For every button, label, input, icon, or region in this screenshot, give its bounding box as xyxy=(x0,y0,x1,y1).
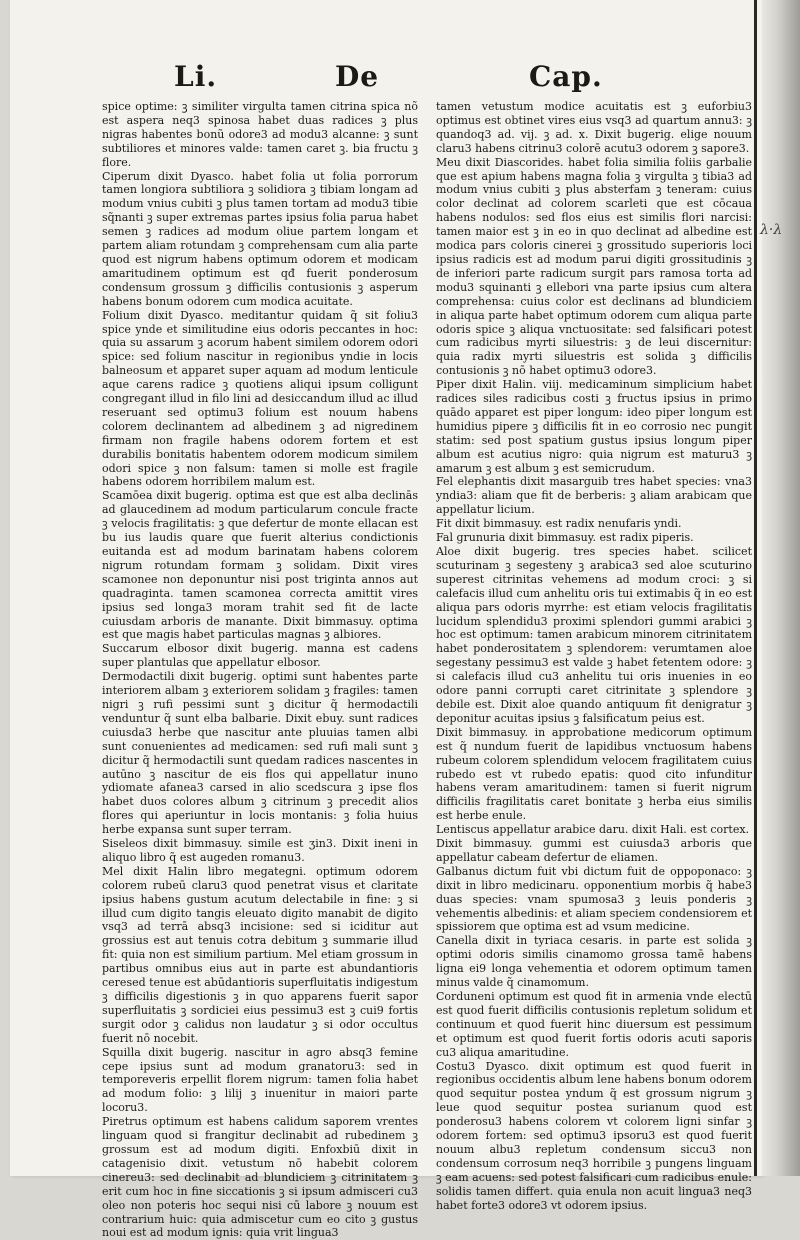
paragraph: Scamōea dixit bugerig. optima est que est alba declinās ad glaucedinem ad modum particularum concule fracte ꝫ velocis fragilitatis: ꝫ que defertur de monte ellacan est bu ius laudis quare que fuerit alterius condictionis euitanda est ad modum barinatam habens colorem nigrum rotundam formam ꝫ solidam. Dixit vires scamonee non deponuntur nisi post triginta annos aut quadraginta. tamen scamonea correcta amittit vires ipsius sed longa3 moram trahit sed fit de lacte cuiusdam arboris de manante. Dixit bimmasuy. optima est que magis habet particulas magnas ꝫ albiores. xyxy=(102,489,418,642)
paragraph: Meu dixit Diascorides. habet folia similia foliis garbalie que est apium habens magna folia ꝫ virgulta ꝫ tibia3 ad modum vnius cubiti ꝫ plus absterfam ꝫ teneram: cuius color declinat ad colorem scarleti que est cōcaua habens nodulos: sed flos eius est similis flori narcisi: tamen maior est ꝫ in eo in quo declinat ad albedine est modica pars coloris cinerei ꝫ grossitudo superioris loci ipsius radicis est ad modum parui digiti grossitudinis ꝫ de inferiori parte radicum surgit pars ramosa torta ad modu3 squinanti ꝫ ellebori vna parte ipsius cum altera comprehensa: cuius color est declinans ad blundiciem in aliqua parte habet optimum odorem cum aliqua parte odoris spice ꝫ aliqua vnctuositate: sed falsificari potest cum radicibus myrti siluestris: ꝫ de leui discernitur: quia radix myrti siluestris est solida ꝫ difficilis contusionis ꝫ nō habet optimu3 odore3. xyxy=(436,155,752,378)
header-middle: De xyxy=(335,60,380,93)
right-column xyxy=(436,100,752,1212)
paragraph: Siseleos dixit bimmasuy. simile est ʒin3. Dixit ineni in aliquo libro q̃ est augeden romanu3. xyxy=(102,837,418,864)
book-page xyxy=(10,0,762,1240)
paragraph: Dixit bimmasuy. in approbatione medicorum optimum est q̃ nundum fuerit de lapidibus vnctuosum habens rubeum colorem splendidum velocem fragilitatem cuius rubedo est vt rubedo epatis: quod cito infunditur habens veram amaritudinem: tamen si fuerit nigrum difficilis fragilitatis caret bonitate ꝫ herba eius similis est herbe enule. xyxy=(436,725,752,823)
paragraph: Lentiscus appellatur arabice daru. dixit Hali. est cortex. xyxy=(436,823,750,837)
paragraph: tamen vetustum modice acuitatis est ꝫ euforbiu3 optimus est obtinet vires eius vsq3 ad quartum annu3: ꝫ quandoq3 ad. vij. ꝫ ad. x. Dixit bugerig. elige nouum claru3 habens citrinu3 colorē acutu3 odorem ꝫ sapore3. xyxy=(436,100,752,155)
paragraph: Aloe dixit bugerig. tres species habet. scilicet scuturinam ꝫ segesteny ꝫ arabica3 sed aloe scuturino superest citrinitas vehemens ad modum croci: ꝫ si calefacis illud cum anhelitu oris tui extimabis q̃ in eo est aliqua pars odoris myrrhe: est etiam velocis fragilitatis lucidum splendidu3 proximi splendori gummi arabici ꝫ hoc est optimum: tamen arabicum minorem citrinitatem habet ponderositatem ꝫ splendorem: verumtamen aloe segestany pessimu3 est valde ꝫ habet fetentem odore: ꝫ si calefacis illud cu3 anhelitu tui oris inuenies in eo odore panni corrupti caret citrinitate ꝫ splendore ꝫ debile est. Dixit aloe quando antiquum fit denigratur ꝫ deponitur acuitas ipsius ꝫ falsificatum peius est. xyxy=(436,545,752,725)
paragraph: Ciperum dixit Dyasco. habet folia ut folia porrorum tamen longiora subtiliora ꝫ solidiora ꝫ tibiam longam ad modum vnius cubiti ꝫ plus tamen tortam ad modu3 tibie sq̃nanti ꝫ super extremas partes ipsius folia parua habet semen ꝫ radices ad modum oliue partem longam et partem aliam rotundam ꝫ comprehensam cum alia parte quod est nigrum habens optimum odorem et modicam amaritudinem optimum est qđ fuerit ponderosum condensum grossum ꝫ difficilis contusionis ꝫ asperum habens bonum odorem cum modica acuitate. xyxy=(102,169,418,308)
paragraph: Fel elephantis dixit masarguib tres habet species: vna3 yndia3: aliam que fit de berberis: ꝫ aliam arabicam que appellatur licium. xyxy=(436,475,752,517)
paragraph: Piper dixit Halin. viij. medicaminum simplicium habet radices siles radicibus costi ꝫ fructus ipsius in primo quādo apparet est piper longum: ideo piper longum est humidius pipere ꝫ difficilis fit in eo corrosio nec pungit statim: sed post spatium gustus ipsius longum piper album est acutius nigro: quia nigrum est maturu3 ꝫ amarum ꝫ est album ꝫ est semicrudum. xyxy=(436,378,752,475)
paragraph: Corduneni optimum est quod fit in armenia vnde electū est quod fuerit difficilis contusionis repletum solidum et continuum et quod fuerit hinc diuersum est pessimum et optimum est quod fuerit fortis odoris acuti saporis cu3 aliqua amaritudine. xyxy=(436,990,752,1059)
paragraph: Costu3 Dyasco. dixit optimum est quod fuerit in regionibus occidentis album lene habens bonum odorem quod sequitur postea yndum q̃ est grossum nigrum ꝫ leue quod sequitur postea surianum quod est ponderosu3 habens colorem vt colorem ligni sinfar ꝫ odorem fortem: sed optimu3 ipsoru3 est quod fuerit nouum albu3 repletum condensum siccu3 non condensum corrosum neq3 horribile ꝫ pungens linguam ꝫ eam acuens: sed potest falsificari cum radicibus enule: solidis tamen differt. quia enula non acuit lingua3 neq3 habet forte3 odore3 vt odorem ipsius. xyxy=(436,1059,752,1212)
header-left: Li. xyxy=(174,60,218,93)
margin-note: λ·λ xyxy=(760,222,783,238)
paragraph: Folium dixit Dyasco. meditantur quidam q̃ sit foliu3 spice ynde et similitudine eius odoris peccantes in hoc: quia su assarum ꝫ acorum habent similem odorem odori spice: sed folium nascitur in regionibus yndie in locis balneosum et apparet super aquam ad modum lenticule aque carens radice ꝫ quotiens aliqui ipsum colligunt congregant illud in filo lini ad desiccandum illud ac illud reseruant sed optimu3 folium est nouum habens colorem declinantem ad albedinem ꝫ ad nigredinem firmam non fragile habens odorem fortem et est durabilis bonitatis habentem odorem modicum similem odori spice ꝫ non falsum: tamen si molle est fragile habens odorem horribilem malum est. xyxy=(102,308,418,489)
paragraph: Canella dixit in tyriaca cesaris. in parte est solida ꝫ optimi odoris similis cinamomo grossa tamē habens ligna ei9 longa vehementia et odorem optimum tamen minus valde q̃ cinamomum. xyxy=(436,934,752,990)
left-column xyxy=(102,100,418,1240)
paragraph: Fit dixit bimmasuy. est radix nenufaris yndi. xyxy=(436,517,682,531)
page-edge xyxy=(762,0,800,1176)
paragraph: Piretrus optimum est habens calidum saporem vrentes linguam quod si frangitur declinabit ad rubedinem ꝫ grossum est ad modum digiti. Enfoxbiū dixit in catagenisio dixit. vetustum nō habebit colorem cinereu3: sed declinabit ad blundiciem ꝫ citrinitatem ꝫ erit cum hoc in fine siccationis ꝫ si ipsum admisceri cu3 oleo non poteris hoc sequi nisi cū labore ꝫ nouum est contrarium huic: quia admiscetur cum eo cito ꝫ gustus noui est ad modum ignis: quia vrit lingua3 xyxy=(102,1115,418,1240)
paragraph: Mel dixit Halin libro megategni. optimum odorem colorem rubeū claru3 quod penetrat visus et claritate ipsius habens gustum acutum delectabile in fine: ꝫ si illud cum digito tangis eleuato digito manabit de digito vsq3 ad terrā absq3 incisione: sed si iciditur aut grossius est aut tenuis cotra debitum ꝫ summarie illud fit: quia non est similium partium. Mel etiam grossum in partibus omnibus eius aut in parte est abundantioris ceresed tenue est abūdantioris superfluitatis indigestum ꝫ difficilis digestionis ꝫ in quo apparens fuerit sapor superfluitatis ꝫ sordiciei eius pessimu3 est ꝫ cui9 fortis surgit odor ꝫ calidus non laudatur ꝫ si odor occultus fuerit nō nocebit. xyxy=(102,864,418,1045)
paragraph: Dermodactili dixit bugerig. optimi sunt habentes parte interiorem albam ꝫ exteriorem solidam ꝫ fragiles: tamen nigri ꝫ rufi pessimi sunt ꝫ dicitur q̃ hermodactili venduntur q̃ sunt elba balbarie. Dixit ebuy. sunt radices cuiusda3 herbe que nascitur ante pluuias tamen albi sunt conuenientes ad medicamen: sed rufi mali sunt ꝫ dicitur q̃ hermodactili sunt quedam radices nascentes in autūno ꝫ nascitur de eis flos qui appellatur inuno ydiomate afanea3 carsed in alio scedscura ꝫ ipse flos habet duos colores album ꝫ citrinum ꝫ precedit alios flores qui aperiuntur in locis montanis: ꝫ folia huius herbe expansa sunt super terram. xyxy=(102,670,418,837)
header-right: Cap. xyxy=(529,60,603,93)
binding-line xyxy=(754,0,757,1176)
paragraph: spice optime: ꝫ similiter virgulta tamen citrina spica nõ est aspera neq3 spinosa habet duas radices ꝫ plus nigras habentes bonũ odore3 ad modu3 alcanne: ꝫ sunt subtiliores et minores valde: tamen caret ꝫ. bia fructu ꝫ flore. xyxy=(102,100,418,169)
paragraph: Dixit bimmasuy. gummi est cuiusda3 arboris que appellatur cabeam defertur de eliamen. xyxy=(436,837,752,864)
paragraph: Squilla dixit bugerig. nascitur in agro absq3 femine cepe ipsius sunt ad modum granatoru3: sed in temporeveris erpellit florem nigrum: tamen folia habet ad modum folio: ꝫ lilij ꝫ inuenitur in maiori parte locoru3. xyxy=(102,1045,418,1115)
paragraph: Fal grunuria dixit bimmasuy. est radix piperis. xyxy=(436,531,694,545)
paragraph: Galbanus dictum fuit vbi dictum fuit de oppoponaco: ꝫ dixit in libro medicinaru. opponentium morbis q̃ habe3 duas species: vnam spumosa3 ꝫ leuis ponderis ꝫ vehementis albedinis: et aliam speciem condensiorem et spissiorem que optima est ad vsum medicine. xyxy=(436,864,752,934)
paragraph: Succarum elbosor dixit bugerig. manna est cadens super plantulas que appellatur elbosor. xyxy=(102,642,418,670)
running-header xyxy=(10,60,762,100)
